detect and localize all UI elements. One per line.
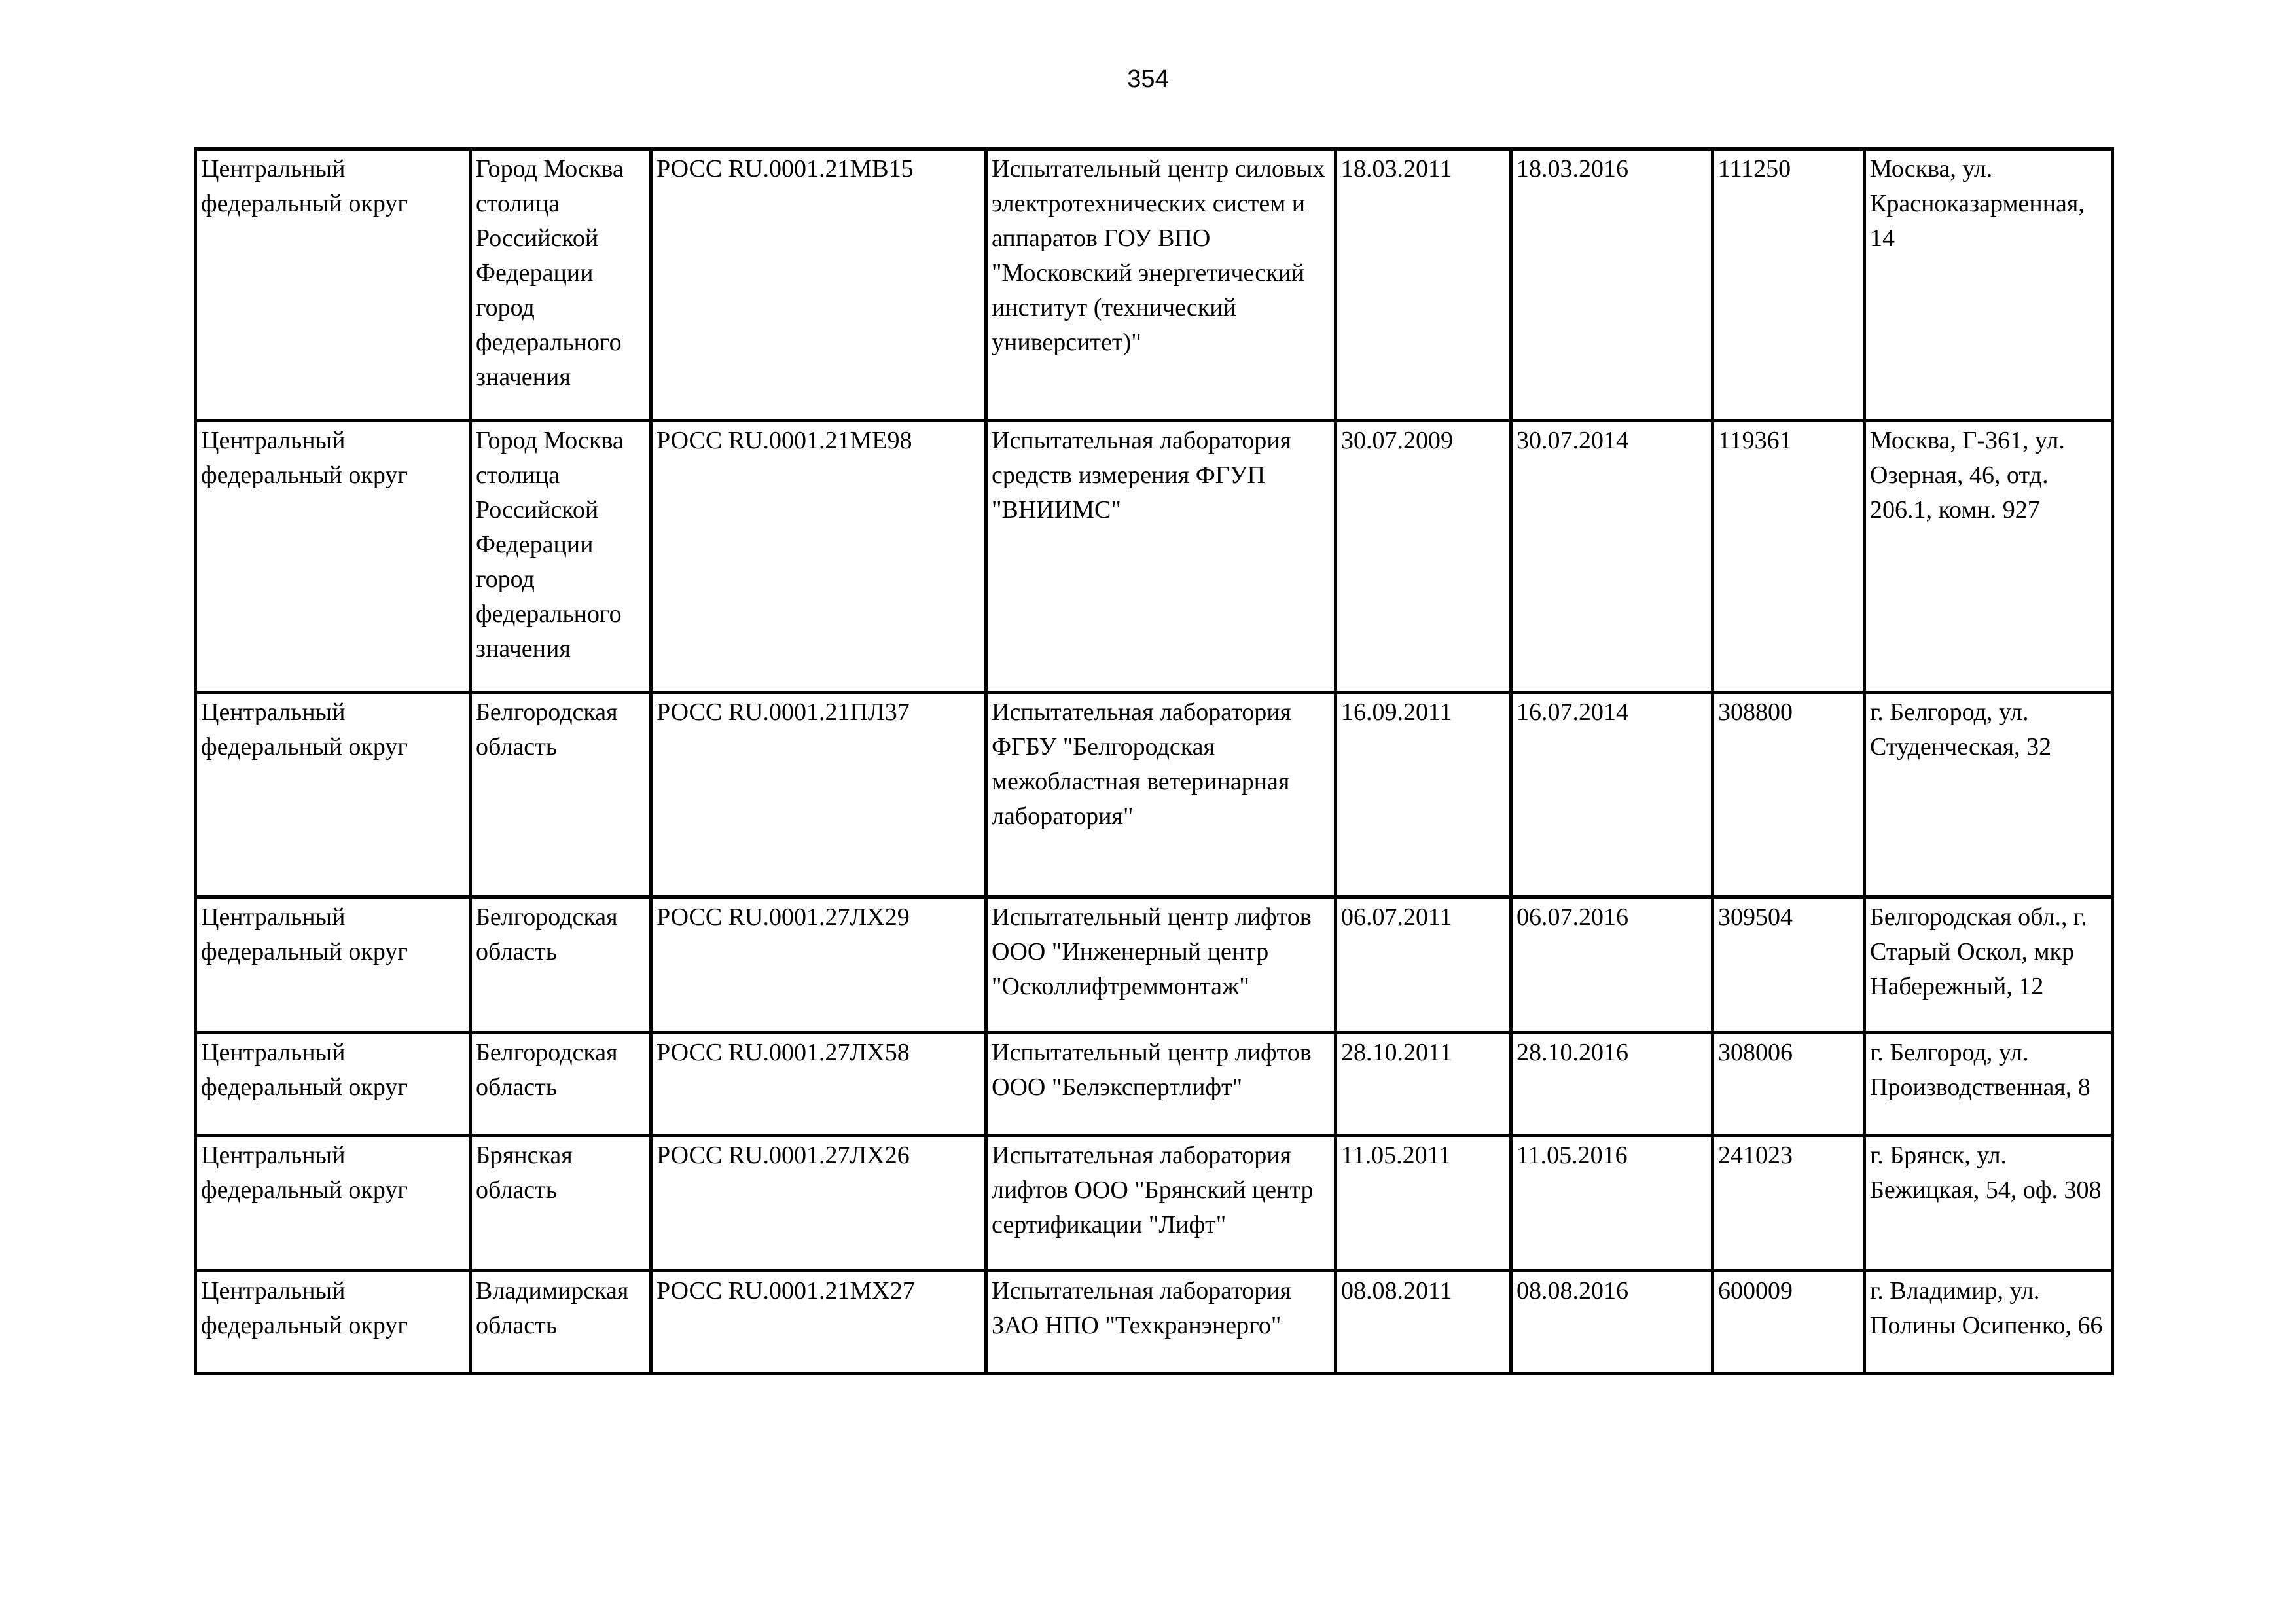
cell-postal-index: 309504 <box>1713 897 1865 1033</box>
cell-address: г. Белгород, ул. Студенческая, 32 <box>1865 693 2113 897</box>
cell-district: Центральный федеральный округ <box>196 149 471 421</box>
cell-date-from: 18.03.2011 <box>1336 149 1511 421</box>
cell-organization: Испытательная лаборатория ЗАО НПО "Техкранэнерго" <box>986 1271 1336 1374</box>
cell-postal-index: 308006 <box>1713 1033 1865 1136</box>
cell-organization: Испытательная лаборатория средств измерения ФГУП "ВНИИМС" <box>986 421 1336 693</box>
cell-postal-index: 308800 <box>1713 693 1865 897</box>
cell-address: Москва, Г-361, ул. Озерная, 46, отд. 206.1, комн. 927 <box>1865 421 2113 693</box>
table-row <box>196 1271 2113 1374</box>
cell-postal-index: 119361 <box>1713 421 1865 693</box>
cell-date-from: 16.09.2011 <box>1336 693 1511 897</box>
cell-district: Центральный федеральный округ <box>196 1136 471 1271</box>
table-row <box>196 1136 2113 1271</box>
cell-postal-index: 600009 <box>1713 1271 1865 1374</box>
cell-certificate-number: РОСС RU.0001.21МЕ98 <box>651 421 986 693</box>
cell-date-to: 11.05.2016 <box>1511 1136 1713 1271</box>
cell-date-from: 30.07.2009 <box>1336 421 1511 693</box>
cell-date-from: 08.08.2011 <box>1336 1271 1511 1374</box>
cell-region: Белгородская область <box>471 693 651 897</box>
cell-address: Белгородская обл., г. Старый Оскол, мкр Набережный, 12 <box>1865 897 2113 1033</box>
cell-organization: Испытательный центр лифтов ООО "Белэкспертлифт" <box>986 1033 1336 1136</box>
cell-date-from: 06.07.2011 <box>1336 897 1511 1033</box>
cell-date-to: 30.07.2014 <box>1511 421 1713 693</box>
cell-region: Владимирская область <box>471 1271 651 1374</box>
cell-date-to: 06.07.2016 <box>1511 897 1713 1033</box>
cell-date-to: 28.10.2016 <box>1511 1033 1713 1136</box>
cell-address: г. Владимир, ул. Полины Осипенко, 66 <box>1865 1271 2113 1374</box>
cell-date-from: 11.05.2011 <box>1336 1136 1511 1271</box>
table-row <box>196 693 2113 897</box>
cell-address: г. Белгород, ул. Производственная, 8 <box>1865 1033 2113 1136</box>
cell-certificate-number: РОСС RU.0001.27ЛХ29 <box>651 897 986 1033</box>
cell-district: Центральный федеральный округ <box>196 421 471 693</box>
table-row <box>196 1033 2113 1136</box>
cell-region: Белгородская область <box>471 1033 651 1136</box>
cell-organization: Испытательная лаборатория лифтов ООО "Брянский центр сертификации "Лифт" <box>986 1136 1336 1271</box>
cell-certificate-number: РОСС RU.0001.21МХ27 <box>651 1271 986 1374</box>
cell-organization: Испытательный центр силовых электротехнических систем и аппаратов ГОУ ВПО "Московский энергетический институт (технический университет)" <box>986 149 1336 421</box>
cell-region: Белгородская область <box>471 897 651 1033</box>
cell-district: Центральный федеральный округ <box>196 693 471 897</box>
table-row <box>196 897 2113 1033</box>
cell-district: Центральный федеральный округ <box>196 897 471 1033</box>
cell-postal-index: 111250 <box>1713 149 1865 421</box>
cell-region: Город Москва столица Российской Федерации город федерального значения <box>471 149 651 421</box>
cell-region: Брянская область <box>471 1136 651 1271</box>
table-row <box>196 149 2113 421</box>
cell-date-to: 18.03.2016 <box>1511 149 1713 421</box>
cell-certificate-number: РОСС RU.0001.27ЛХ26 <box>651 1136 986 1271</box>
page-number: 354 <box>1127 65 1169 93</box>
certification-registry-table <box>194 147 2114 1375</box>
cell-region: Город Москва столица Российской Федерации город федерального значения <box>471 421 651 693</box>
cell-address: г. Брянск, ул. Бежицкая, 54, оф. 308 <box>1865 1136 2113 1271</box>
cell-postal-index: 241023 <box>1713 1136 1865 1271</box>
cell-certificate-number: РОСС RU.0001.21МВ15 <box>651 149 986 421</box>
cell-organization: Испытательная лаборатория ФГБУ "Белгородская межобластная ветеринарная лаборатория" <box>986 693 1336 897</box>
table-row <box>196 421 2113 693</box>
cell-date-from: 28.10.2011 <box>1336 1033 1511 1136</box>
cell-organization: Испытательный центр лифтов ООО "Инженерный центр "Осколлифтреммонтаж" <box>986 897 1336 1033</box>
cell-district: Центральный федеральный округ <box>196 1271 471 1374</box>
cell-certificate-number: РОСС RU.0001.21ПЛ37 <box>651 693 986 897</box>
cell-date-to: 08.08.2016 <box>1511 1271 1713 1374</box>
cell-address: Москва, ул. Красноказарменная, 14 <box>1865 149 2113 421</box>
cell-date-to: 16.07.2014 <box>1511 693 1713 897</box>
cell-district: Центральный федеральный округ <box>196 1033 471 1136</box>
cell-certificate-number: РОСС RU.0001.27ЛХ58 <box>651 1033 986 1136</box>
